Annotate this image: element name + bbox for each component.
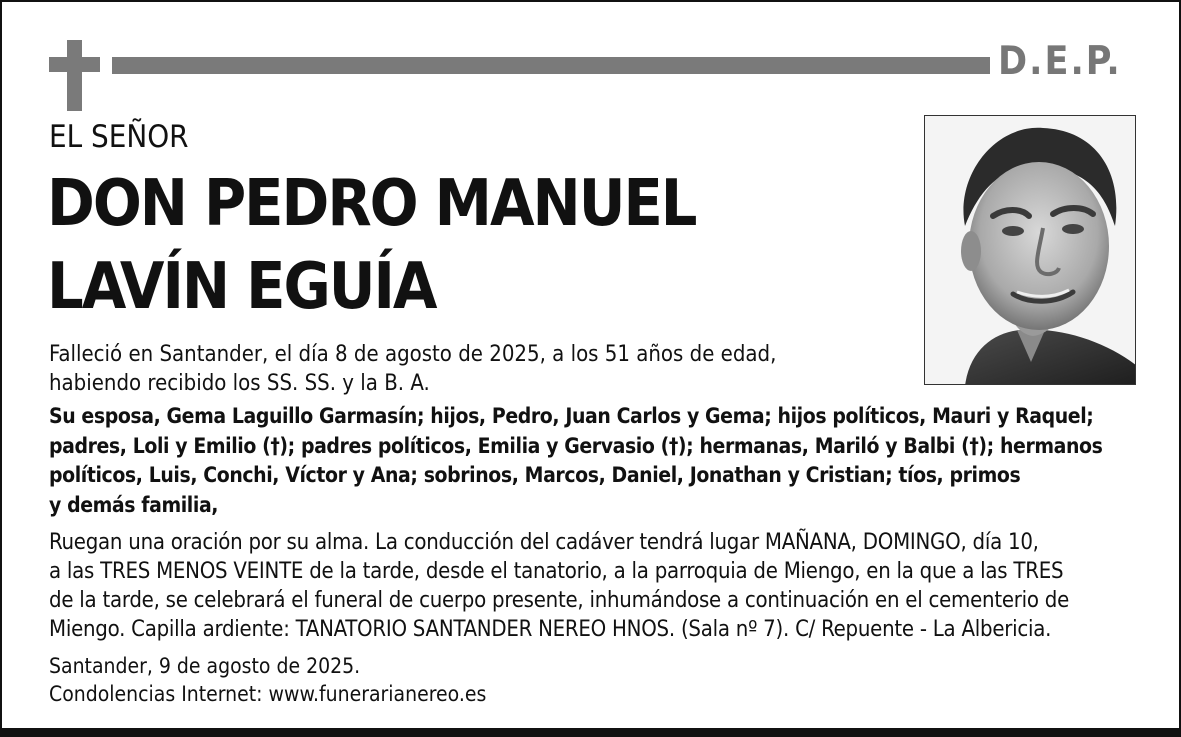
family-line: y demás familia, xyxy=(49,492,219,517)
service-line: de la tarde, se celebrará el funeral de cuerpo presente, inhumándose a continuación en el cementerio de xyxy=(49,588,1070,613)
place-date: Santander, 9 de agosto de 2025. xyxy=(49,654,361,678)
service-line: Ruegan una oración por su alma. La conducción del cadáver tendrá lugar MAÑANA, DOMINGO, día 10, xyxy=(49,530,1039,555)
family-line: padres, Loli y Emilio (†); padres políticos, Emilia y Gervasio (†); hermanas, Mariló y Balbi (†); hermanos xyxy=(49,433,1103,458)
family-line: Su esposa, Gema Laguillo Garmasín; hijos, Pedro, Juan Carlos y Gema; hijos políticos, Mauri y Raquel; xyxy=(49,404,1094,428)
header-rule xyxy=(112,57,990,74)
service-line: Miengo. Capilla ardiente: TANATORIO SANTANDER NEREO HNOS. (Sala nº 7). C/ Repuente - La Albericia. xyxy=(49,617,1052,642)
title-prefix: EL SEÑOR xyxy=(49,119,189,155)
death-info xyxy=(49,340,1139,398)
service-line: a las TRES MENOS VEINTE de la tarde, desde el tanatorio, a la parroquia de Miengo, en la que a las TRES xyxy=(49,559,1064,584)
deceased-name-line-1: DON PEDRO MANUEL xyxy=(47,167,696,241)
service-details xyxy=(49,528,1139,644)
deceased-name-line-2: LAVÍN EGUÍA xyxy=(47,250,436,324)
family-list xyxy=(49,402,1139,520)
footer xyxy=(49,652,1139,708)
bottom-border xyxy=(2,728,1179,737)
condolences-line: Condolencias Internet: www.funerarianereo.es xyxy=(49,682,487,706)
family-line: políticos, Luis, Conchi, Víctor y Ana; sobrinos, Marcos, Daniel, Jonathan y Cristian; tíos, primos xyxy=(49,463,1021,487)
death-info-line: Falleció en Santander, el día 8 de agosto de 2025, a los 51 años de edad, xyxy=(49,342,777,367)
dep-label: D.E.P. xyxy=(998,39,1122,84)
death-info-line: habiendo recibido los SS. SS. y la B. A. xyxy=(49,371,430,396)
cross-icon xyxy=(49,40,100,111)
